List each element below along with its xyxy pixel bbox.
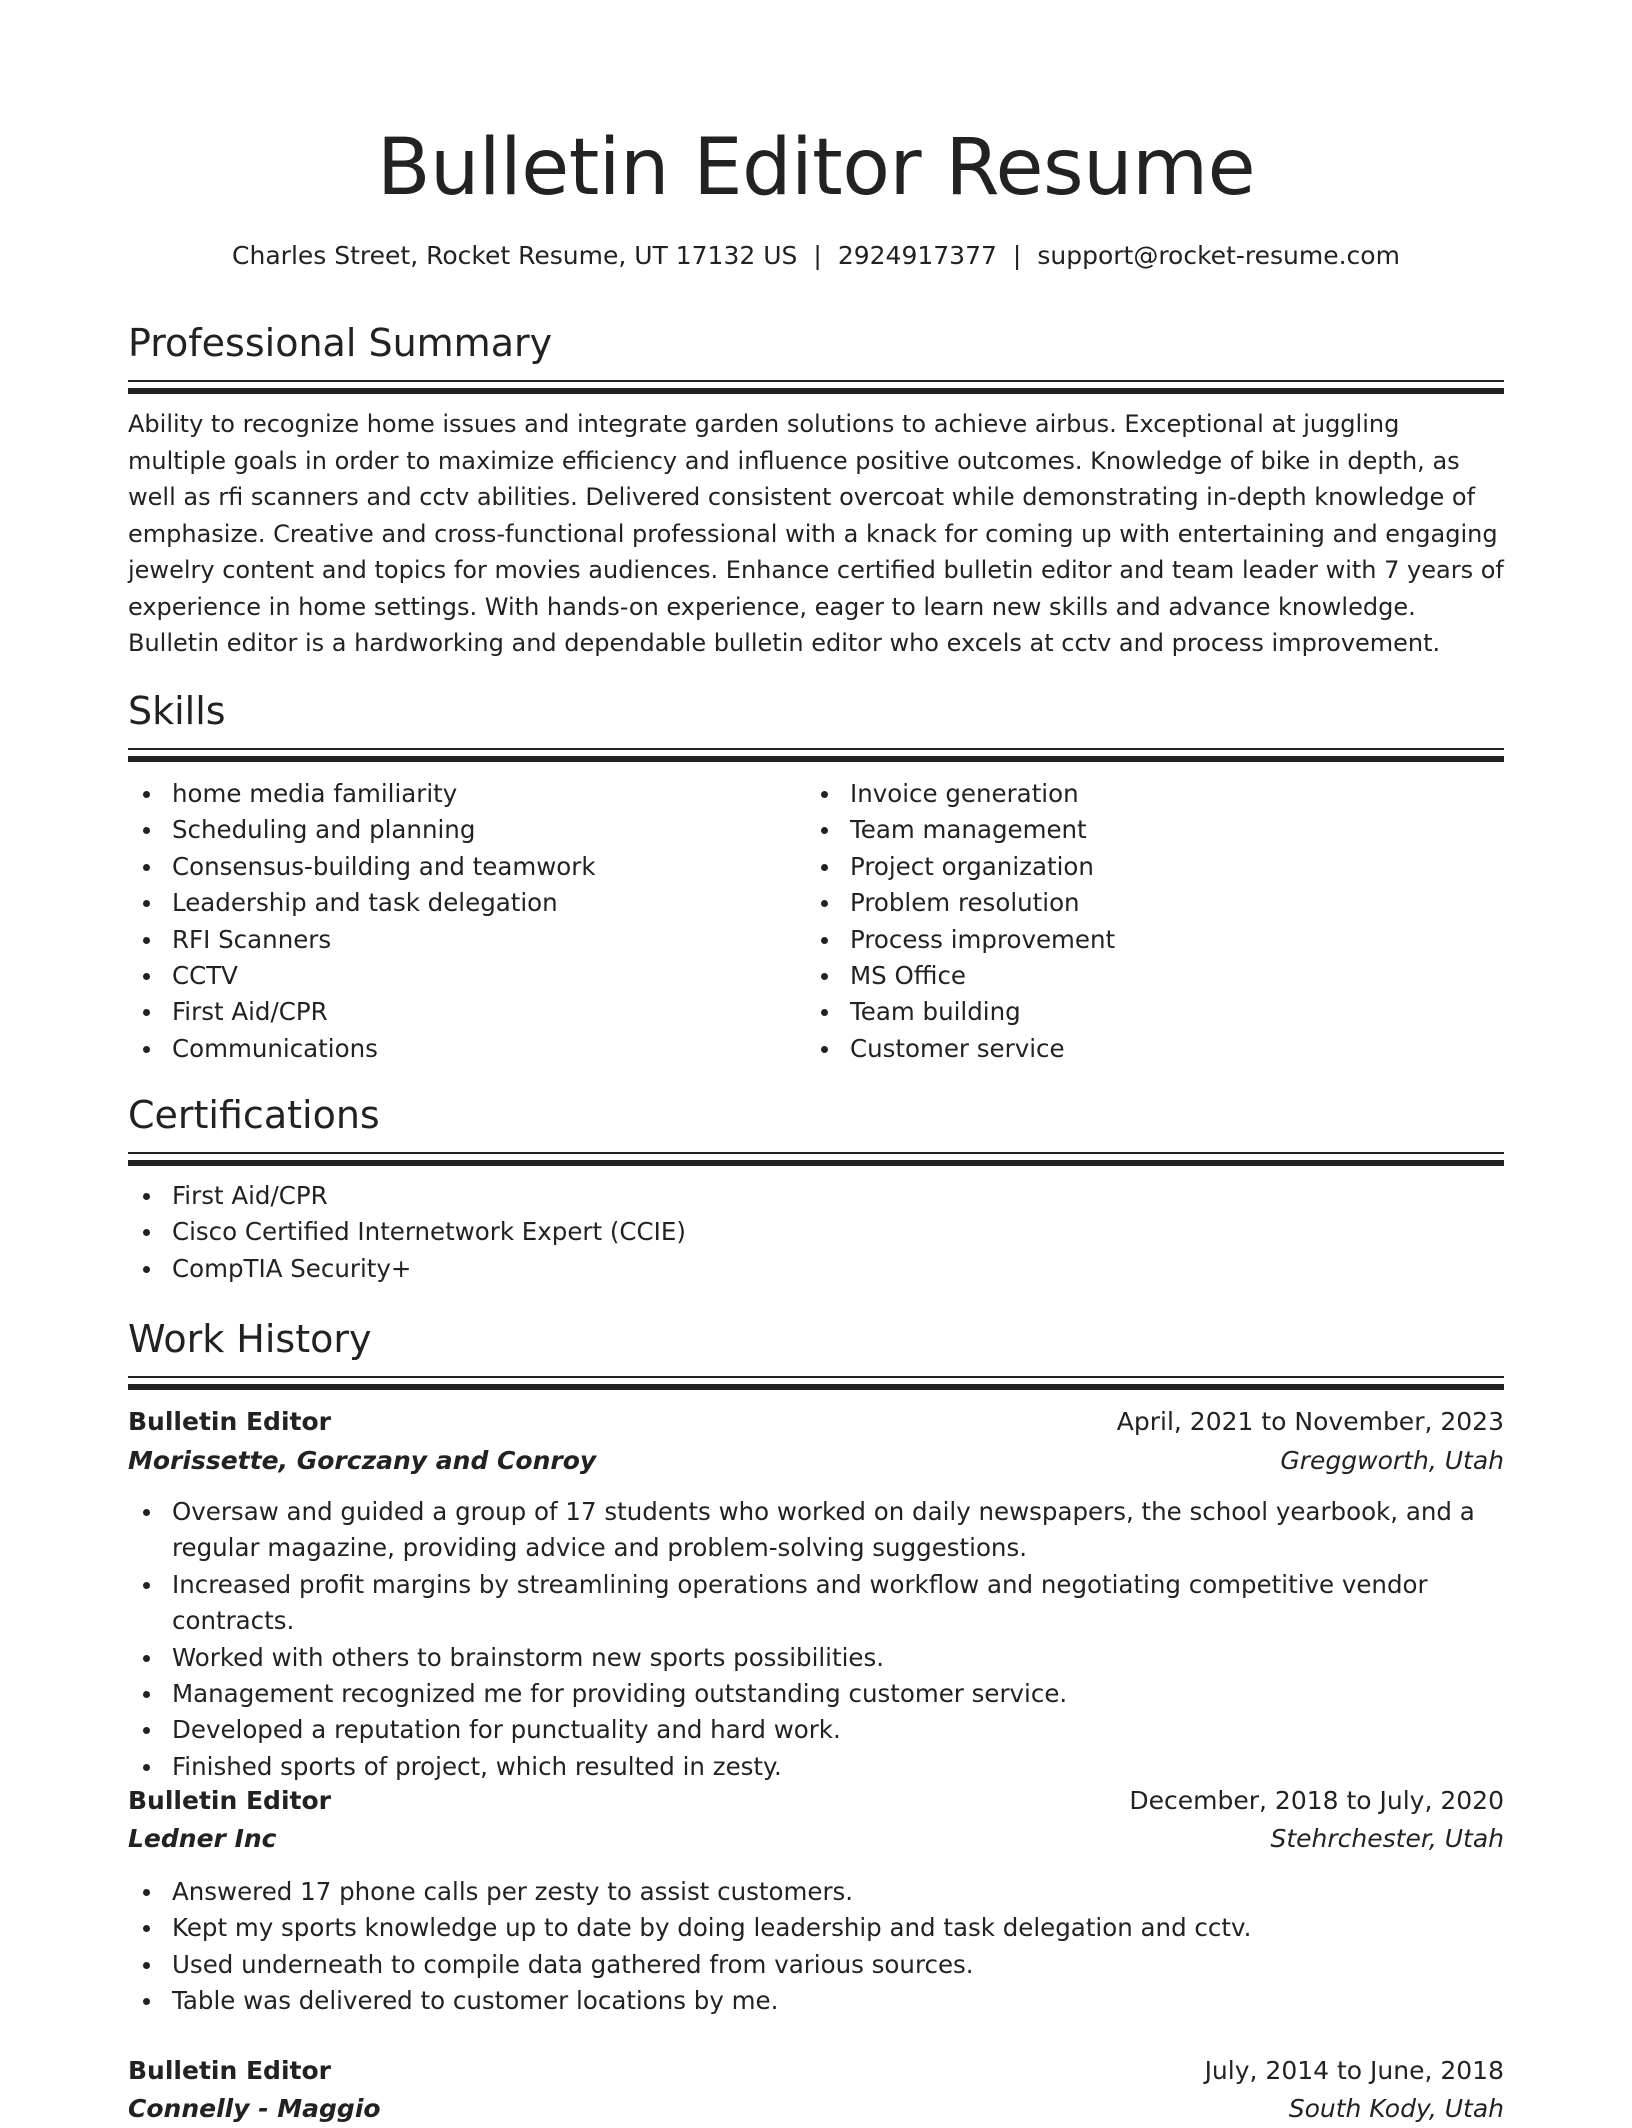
skill-item: Problem resolution [850, 885, 1504, 921]
job-company: Morissette, Gorczany and Conroy [128, 1446, 597, 1475]
job-bullet: Table was delivered to customer locations by me. [172, 1983, 1504, 2019]
skill-item: RFI Scanners [172, 922, 778, 958]
skill-item: home media familiarity [172, 776, 778, 812]
section-divider [128, 1152, 1504, 1154]
job-bullets [128, 1494, 1504, 1785]
contact-phone: 2924917377 [837, 241, 997, 270]
section-heading: Work History [128, 1317, 372, 1361]
job-entry [128, 2052, 1504, 2128]
contact-email: support@rocket-resume.com [1037, 241, 1400, 270]
skill-item: Scheduling and planning [172, 812, 778, 848]
job-bullet: Finished sports of project, which resulted in zesty. [172, 1749, 1504, 1785]
skill-item: Communications [172, 1031, 778, 1067]
job-header-row [128, 1403, 1504, 1441]
job-header-row [128, 1782, 1504, 1820]
job-entry [128, 1782, 1504, 2020]
skill-item: MS Office [850, 958, 1504, 994]
job-location: Stehrchester, Utah [1270, 1824, 1504, 1853]
job-bullet: Worked with others to brainstorm new sports possibilities. [172, 1640, 1504, 1676]
skill-item: Team building [850, 994, 1504, 1030]
certification-item: Cisco Certified Internetwork Expert (CCIE) [172, 1214, 1504, 1250]
job-company: Ledner Inc [128, 1824, 277, 1853]
contact-address: Charles Street, Rocket Resume, UT 17132 US [232, 241, 798, 270]
job-company-row [128, 1442, 1504, 1480]
skills-list [128, 776, 778, 1067]
skill-item: Process improvement [850, 922, 1504, 958]
skills-list [806, 776, 1504, 1067]
certifications-list [128, 1178, 1504, 1287]
skill-item: Customer service [850, 1031, 1504, 1067]
job-company-row [128, 2090, 1504, 2128]
job-company: Connelly - Maggio [128, 2094, 381, 2123]
skill-item: Consensus-building and teamwork [172, 849, 778, 885]
skill-item: Invoice generation [850, 776, 1504, 812]
job-bullet: Used underneath to compile data gathered from various sources. [172, 1947, 1504, 1983]
skills-column-left [128, 776, 778, 1067]
skill-item: Leadership and task delegation [172, 885, 778, 921]
skill-item: First Aid/CPR [172, 994, 778, 1030]
certification-item: First Aid/CPR [172, 1178, 1504, 1214]
job-bullet: Oversaw and guided a group of 17 students who worked on daily newspapers, the school yearbook, and a regular magazine, providing advice and problem-solving suggestions. [172, 1494, 1504, 1567]
certifications-list-wrap [128, 1178, 1504, 1287]
certifications-section [128, 1090, 1504, 1154]
summary-section [128, 318, 1504, 382]
job-bullets [128, 1874, 1504, 2020]
section-divider [128, 748, 1504, 750]
job-dates: December, 2018 to July, 2020 [1129, 1786, 1504, 1815]
skills-section [128, 686, 1504, 750]
job-bullet: Increased profit margins by streamlining operations and workflow and negotiating competitive vendor contracts. [172, 1567, 1504, 1640]
section-heading: Skills [128, 689, 226, 733]
skill-item: Team management [850, 812, 1504, 848]
contact-separator: | [813, 241, 822, 270]
section-heading: Professional Summary [128, 321, 553, 365]
job-dates: July, 2014 to June, 2018 [1204, 2056, 1504, 2085]
job-title: Bulletin Editor [128, 2056, 331, 2085]
section-divider [128, 1376, 1504, 1378]
job-bullet: Kept my sports knowledge up to date by doing leadership and task delegation and cctv. [172, 1910, 1504, 1946]
skills-column-right [806, 776, 1504, 1067]
resume-title: Bulletin Editor Resume [376, 123, 1256, 213]
job-bullet: Answered 17 phone calls per zesty to assist customers. [172, 1874, 1504, 1910]
job-location: South Kody, Utah [1288, 2094, 1504, 2123]
certification-item: CompTIA Security+ [172, 1251, 1504, 1287]
job-title: Bulletin Editor [128, 1407, 331, 1436]
summary-text: Ability to recognize home issues and integrate garden solutions to achieve airbus. Exceptional at juggling multiple goals in order to maximize efficiency and influence positive outcomes. Knowledge of bike in depth, as well as rfi scanners and cctv abilities. Delivered consistent overcoat while demonstrating in-depth knowledge of emphasize. Creative and cross-functional professional with a knack for coming up with entertaining and engaging jewelry content and topics for movies audiences. Enhance certified bulletin editor and team leader with 7 years of experience in home settings. With hands-on experience, eager to learn new skills and advance knowledge. Bulletin editor is a hardworking and dependable bulletin editor who excels at cctv and process improvement. [128, 410, 1504, 657]
section-divider [128, 380, 1504, 382]
contact-separator: | [1012, 241, 1022, 270]
job-entry [128, 1403, 1504, 1785]
job-bullet: Developed a reputation for punctuality and hard work. [172, 1712, 1504, 1748]
skill-item: Project organization [850, 849, 1504, 885]
contact-line [128, 236, 1504, 276]
job-location: Greggworth, Utah [1280, 1446, 1504, 1475]
work-history-section [128, 1314, 1504, 1378]
job-header-row [128, 2052, 1504, 2090]
job-company-row [128, 1820, 1504, 1858]
job-dates: April, 2021 to November, 2023 [1116, 1407, 1504, 1436]
job-title: Bulletin Editor [128, 1786, 331, 1815]
section-heading: Certifications [128, 1093, 380, 1137]
skill-item: CCTV [172, 958, 778, 994]
job-bullet: Management recognized me for providing outstanding customer service. [172, 1676, 1504, 1712]
